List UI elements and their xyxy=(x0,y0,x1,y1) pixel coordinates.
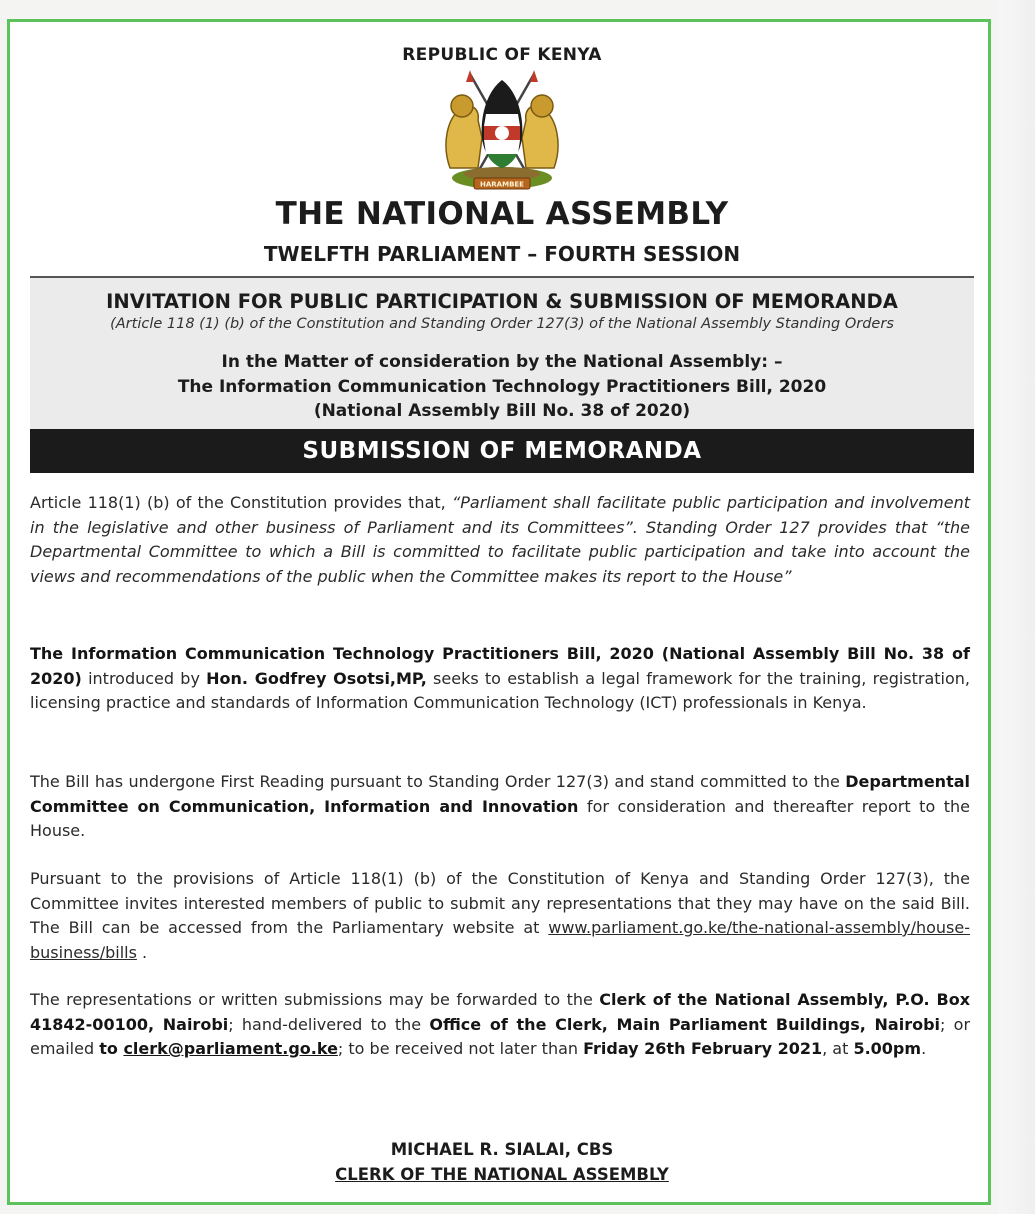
quote-run: Standing Order 127 provides that “the Departmental Committee to which a Bill is committed to facilitate public participation and take into account the views and recommendations of the public when the Committee makes its report to the House” xyxy=(30,517,970,586)
text-run: Pursuant to the provisions of Article 118(1) (b) of the Constitution of Kenya and Standing Order 127(3), the Committee invites interested members of public to submit any representations that they may have on the said Bill. The Bill can be accessed from the Parliamentary website at xyxy=(30,869,970,937)
invitation-box xyxy=(30,276,974,431)
session-subtitle: TWELFTH PARLIAMENT – FOURTH SESSION xyxy=(263,242,741,266)
section-bar: SUBMISSION OF MEMORANDA xyxy=(30,429,974,473)
bold-run: Clerk of the National Assembly, P.O. Box 41842-00100, Nairobi xyxy=(30,990,971,1034)
paragraph-constitution xyxy=(30,491,970,589)
clerk-email-link[interactable]: clerk@parliament.go.ke xyxy=(123,1039,338,1058)
text-run: ; or emailed xyxy=(30,1014,971,1058)
text-run: ; hand-delivered to the xyxy=(228,1014,430,1034)
text-run: The representations or written submissions may be forwarded to the xyxy=(30,990,600,1009)
text-run: . xyxy=(921,1039,927,1058)
text-run: ; to be received not later than xyxy=(337,1039,584,1058)
text-run: , at xyxy=(822,1039,854,1058)
quote-run: “Parliament shall facilitate public participation and involvement in the legislative and other business of Parliament and its Committees”. xyxy=(30,493,971,537)
notice-frame xyxy=(7,19,991,1205)
text-run: for consideration and thereafter report to the House. xyxy=(30,796,971,840)
page-edge xyxy=(998,0,1035,1214)
bold-run: The Information Communication Technology Practitioners Bill, 2020 (National Assembly Bill No. 38 of 2020) xyxy=(30,644,970,688)
paragraph-invitation xyxy=(30,867,970,965)
bold-run: Office of the Clerk, Main Parliament Buildings, Nairobi xyxy=(429,1014,941,1034)
deadline-date: Friday 26th February 2021 xyxy=(583,1039,823,1058)
text-run: Article 118(1) (b) of the Constitution provides that, xyxy=(30,493,452,512)
bold-run: Departmental Committee on Communication, Information and Innovation xyxy=(30,772,970,816)
text-run xyxy=(638,518,646,537)
text-run: The Bill has undergone First Reading pursuant to Standing Order 127(3) and stand committed to the xyxy=(30,772,846,791)
paragraph-submission xyxy=(30,988,970,1062)
invitation-heading: INVITATION FOR PUBLIC PARTICIPATION & SUBMISSION OF MEMORANDA xyxy=(106,290,898,313)
bill-title: The Information Communication Technology Practitioners Bill, 2020 xyxy=(177,376,827,397)
kenya-coat-of-arms-icon xyxy=(432,68,572,196)
svg-text:HARAMBEE: HARAMBEE xyxy=(480,180,524,189)
text-run: . xyxy=(136,942,148,962)
paragraph-committee xyxy=(30,770,970,844)
assembly-title: THE NATIONAL ASSEMBLY xyxy=(275,196,729,232)
bold-run: to xyxy=(99,1039,124,1058)
parliament-website-link[interactable]: www.parliament.go.ke/the-national-assembly/house-business/bills xyxy=(30,918,970,962)
text-run: introduced by xyxy=(81,668,207,688)
deadline-time: 5.00pm xyxy=(853,1039,922,1058)
signatory-title xyxy=(30,1163,974,1188)
signatory-name: MICHAEL R. SIALAI, CBS xyxy=(390,1140,614,1159)
matter-block xyxy=(30,350,974,424)
bill-number: (National Assembly Bill No. 38 of 2020) xyxy=(313,401,691,421)
bold-run: Hon. Godfrey Osotsi,MP, xyxy=(206,668,427,688)
signatory-title-text: CLERK OF THE NATIONAL ASSEMBLY xyxy=(335,1164,669,1184)
republic-heading: REPUBLIC OF KENYA xyxy=(402,45,602,65)
matter-line: In the Matter of consideration by the National Assembly: – xyxy=(221,352,783,372)
signature-block xyxy=(30,1138,974,1187)
text-run: seeks to establish a legal framework for the training, registration, licensing practice and standards of Information Communication Technology (ICT) professionals in Kenya. xyxy=(30,668,971,712)
article-note: (Article 118 (1) (b) of the Constitution and Standing Order 127(3) of the National Assembly Standing Orders xyxy=(110,316,894,332)
paragraph-bill xyxy=(30,642,970,716)
